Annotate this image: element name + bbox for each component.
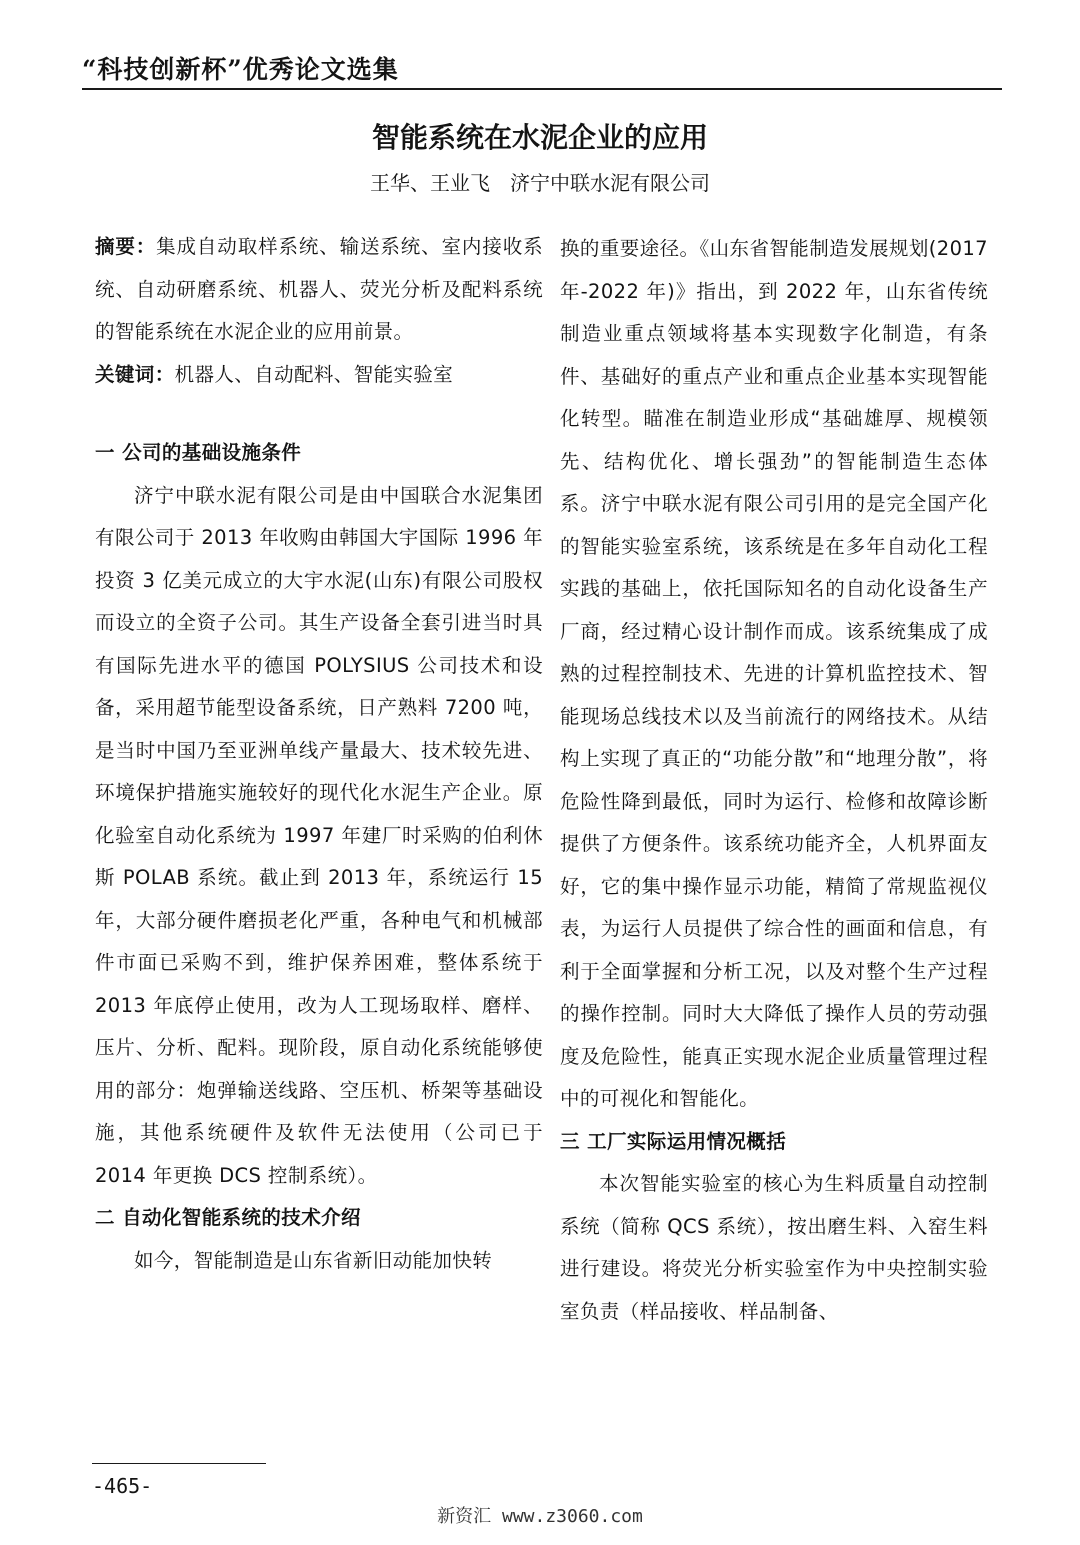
watermark-text: 新资汇 www.z3060.com bbox=[437, 1506, 643, 1527]
article-title: 智能系统在水泥企业的应用 bbox=[371, 121, 708, 154]
section-2-paragraph-start: 如今，智能制造是山东省新旧动能加快转 bbox=[134, 1248, 493, 1272]
keywords-text: 机器人、自动配料、智能实验室 bbox=[174, 362, 454, 386]
abstract bbox=[95, 226, 543, 354]
abstract-text: 集成自动取样系统、输送系统、室内接收系统、自动研磨系统、机器人、荧光分析及配料系统的智能系统在水泥企业的应用前景。 bbox=[95, 235, 543, 343]
right-column bbox=[560, 228, 988, 1333]
section-2-paragraph-continued: 换的重要途径。《山东省智能制造发展规划(2017 年-2022 年)》指出，到 2022 年，山东省传统制造业重点领域将基本实现数字化制造，有条件、基础好的重点产业和重点企业基本实现智能化转型。瞄准在制造业形成“基础雄厚、规模领先、结构优化、增长强劲”的智能制造生态体系。济宁中联水泥有限公司引用的是完全国产化的智能实验室系统，该系统是在多年自动化工程实践的基础上，依托国际知名的自动化设备生产厂商，经过精心设计制作而成。该系统集成了成熟的过程控制技术、先进的计算机监控技术、智能现场总线技术以及当前流行的网络技术。从结构上实现了真正的“功能分散”和“地理分散”，将危险性降到最低，同时为运行、检修和故障诊断提供了方便条件。该系统功能齐全，人机界面友好，它的集中操作显示功能，精简了常规监视仪表，为运行人员提供了综合性的画面和信息，有利于全面掌握和分析工况，以及对整个生产过程的操作控制。同时大大降低了操作人员的劳动强度及危险性，能真正实现水泥企业质量管理过程中的可视化和智能化。 bbox=[560, 237, 988, 1110]
section-3-paragraph: 本次智能实验室的核心为生料质量自动控制系统（简称 QCS 系统），按出磨生料、入窑生料进行建设。将荧光分析实验室作为中央控制实验室负责（样品接收、样品制备、 bbox=[560, 1172, 988, 1323]
left-column bbox=[95, 226, 543, 1282]
page-number: -465- bbox=[92, 1474, 153, 1498]
footer-rule bbox=[92, 1463, 266, 1464]
article-authors: 王华、王业飞 济宁中联水泥有限公司 bbox=[370, 171, 710, 195]
spacer bbox=[95, 396, 543, 432]
keywords bbox=[95, 354, 543, 397]
section-1-paragraph: 济宁中联水泥有限公司是由中国联合水泥集团有限公司于 2013 年收购由韩国大宇国际 1996 年投资 3 亿美元成立的大宇水泥(山东)有限公司股权而设立的全资子公司。其生产设备全套引进当时具有国际先进水平的德国 POLYSIUS 公司技术和设备，采用超节能型设备系统，日产熟料 7200 吨，是当时中国乃至亚洲单线产量最大、技术较先进、环境保护措施实施较好的现代化水泥生产企业。原化验室自动化系统为 1997 年建厂时采购的伯利休斯 POLAB 系统。截止到 2013 年，系统运行 15 年，大部分硬件磨损老化严重，各种电气和机械部件市面已采购不到，维护保养困难，整体系统于 2013 年底停止使用，改为人工现场取样、磨样、压片、分析、配料。现阶段，原自动化系统能够使用的部分：炮弹输送线路、空压机、桥架等基础设施，其他系统硬件及软件无法使用（公司已于 2014 年更换 DCS 控制系统）。 bbox=[95, 483, 543, 1187]
section-heading-3: 三 工厂实际运用情况概括 bbox=[560, 1129, 787, 1153]
header-title: “科技创新杯”优秀论文选集 bbox=[82, 55, 399, 84]
keywords-label: 关键词： bbox=[95, 362, 175, 386]
section-heading-2: 二 自动化智能系统的技术介绍 bbox=[95, 1206, 361, 1229]
abstract-label: 摘要： bbox=[95, 235, 157, 258]
running-header bbox=[82, 48, 1002, 90]
section-heading-1: 一 公司的基础设施条件 bbox=[95, 441, 302, 464]
